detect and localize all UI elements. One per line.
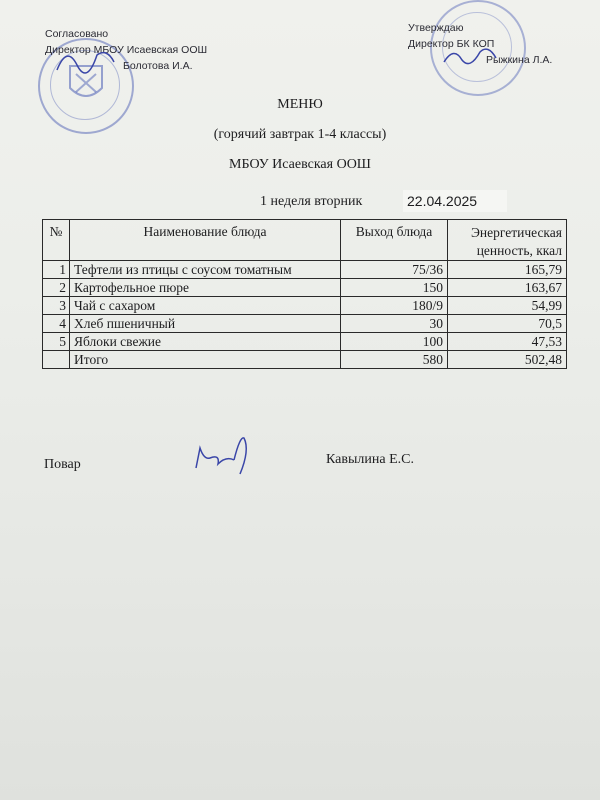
menu-date: 22.04.2025 (403, 190, 507, 212)
column-header-energy: Энергетическая ценность, ккал (448, 220, 567, 261)
dish-yield: 180/9 (341, 297, 448, 315)
approval-left-label: Согласовано (45, 28, 109, 40)
total-yield: 580 (341, 351, 448, 369)
dish-energy: 165,79 (448, 261, 567, 279)
dish-energy: 47,53 (448, 333, 567, 351)
dish-yield: 150 (341, 279, 448, 297)
dish-name: Тефтели из птицы с соусом томатным (70, 261, 341, 279)
row-number: 1 (43, 261, 70, 279)
table-row (43, 279, 567, 297)
row-number: 5 (43, 333, 70, 351)
dish-energy: 163,67 (448, 279, 567, 297)
dish-name: Картофельное пюре (70, 279, 341, 297)
dish-name: Чай с сахаром (70, 297, 341, 315)
menu-subtitle: (горячий завтрак 1-4 классы) (213, 127, 387, 142)
dish-yield: 30 (341, 315, 448, 333)
total-label: Итого (70, 351, 341, 369)
table-row (43, 297, 567, 315)
row-number: 4 (43, 315, 70, 333)
column-header-dish: Наименование блюда (70, 220, 341, 261)
table-row (43, 333, 567, 351)
approval-right-name: Рыжкина Л.А. (486, 54, 553, 66)
row-number: 2 (43, 279, 70, 297)
dish-name: Хлеб пшеничный (70, 315, 341, 333)
table-row (43, 261, 567, 279)
cook-signature (190, 430, 260, 480)
cook-name: Кавылина Е.С. (326, 452, 414, 467)
cook-label: Повар (44, 457, 81, 472)
row-number: 3 (43, 297, 70, 315)
dish-energy: 54,99 (448, 297, 567, 315)
approval-left-name: Болотова И.А. (123, 60, 193, 72)
table-row (43, 315, 567, 333)
school-name: МБОУ Исаевская ООШ (229, 157, 371, 172)
total-energy: 502,48 (448, 351, 567, 369)
column-header-number: № (43, 220, 70, 261)
dish-energy: 70,5 (448, 315, 567, 333)
approval-right-position: Директор БК КОП (408, 38, 495, 50)
dish-name: Яблоки свежие (70, 333, 341, 351)
signature-left (52, 40, 122, 80)
approval-right-label: Утверждаю (408, 22, 464, 34)
menu-title: МЕНЮ (277, 97, 323, 112)
approval-left-position: Директор МБОУ Исаевская ООШ (45, 44, 208, 56)
week-day: 1 неделя вторник (260, 194, 363, 209)
dish-yield: 100 (341, 333, 448, 351)
total-row (43, 351, 567, 369)
column-header-yield: Выход блюда (341, 220, 448, 261)
dish-yield: 75/36 (341, 261, 448, 279)
menu-table (42, 219, 567, 369)
signature-right (440, 42, 500, 72)
